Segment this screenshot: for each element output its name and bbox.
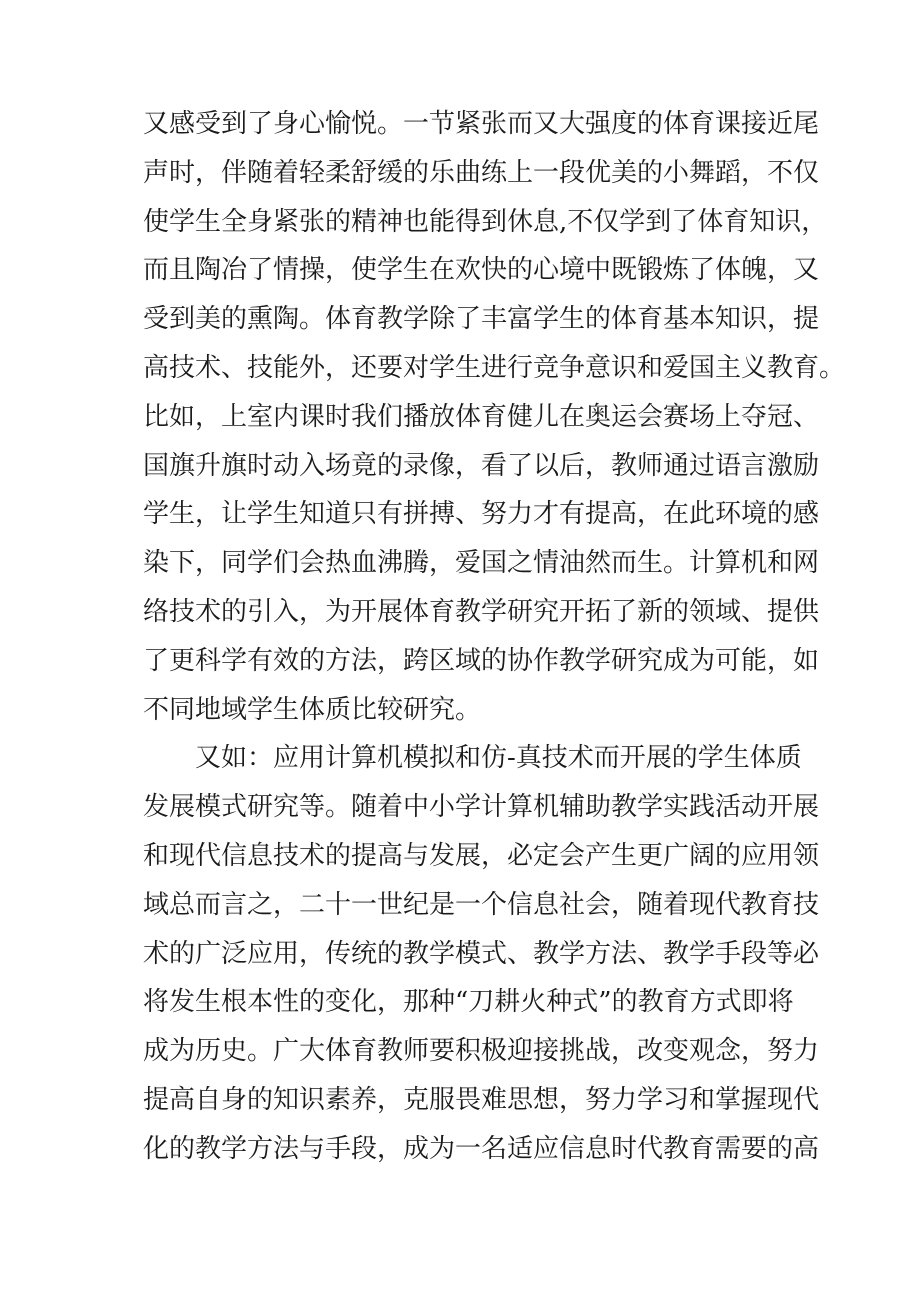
text-line: 成为历史。广大体育教师要积极迎接挑战，改变观念，努力	[143, 1036, 820, 1067]
text-line: 又如：应用计算机模拟和仿-真技术而开展的学生体质	[195, 743, 802, 774]
text-line: 发展模式研究等。随着中小学计算机辅助教学实践活动开展	[143, 792, 820, 823]
text-line: 国旗升旗时动入场竟的录像，看了以后，教师通过语言激励	[143, 450, 820, 481]
text-line: 而且陶冶了情操，使学生在欢快的心境中既锻炼了体魄，又	[143, 255, 820, 286]
paragraph-2	[143, 734, 820, 1173]
text-line: 将发生根本性的变化，那种“刀耕火种式”的教育方式即将	[143, 987, 794, 1018]
text-line: 声时，伴随着轻柔舒缓的乐曲练上一段优美的小舞蹈，不仅	[143, 157, 820, 188]
document-body	[143, 100, 846, 1174]
text-line: 染下，同学们会热血沸腾，爱国之情油然而生。计算机和网	[143, 548, 820, 579]
text-line: 使学生全身紧张的精神也能得到休息,不仅学到了体育知识，	[143, 206, 828, 237]
text-line: 比如，上室内课时我们播放体育健儿在奥运会赛场上夺冠、	[143, 401, 820, 432]
paragraph-1	[143, 100, 846, 734]
text-line: 了更科学有效的方法，跨区域的协作教学研究成为可能，如	[143, 645, 820, 676]
text-line: 化的教学方法与手段，成为一名适应信息时代教育需要的高	[143, 1133, 820, 1164]
text-line: 络技术的引入，为开展体育教学研究开拓了新的领域、提供	[143, 596, 820, 627]
text-line: 提高自身的知识素养，克服畏难思想，努力学习和掌握现代	[143, 1084, 820, 1115]
text-line: 和现代信息技术的提高与发展，必定会产生更广阔的应用领	[143, 840, 820, 871]
text-line: 学生，让学生知道只有拼搏、努力才有提高，在此环境的感	[143, 499, 820, 530]
text-line: 高技术、技能外，还要对学生进行竞争意识和爱国主义教育。	[143, 352, 846, 383]
text-line: 域总而言之，二十一世纪是一个信息社会，随着现代教育技	[143, 889, 820, 920]
text-line: 不同地域学生体质比较研究。	[143, 694, 482, 725]
text-line: 又感受到了身心愉悦。一节紧张而又大强度的体育课接近尾	[143, 109, 820, 139]
text-line: 术的广泛应用，传统的教学模式、教学方法、教学手段等必	[143, 938, 820, 969]
text-line: 受到美的熏陶。体育教学除了丰富学生的体育基本知识，提	[143, 304, 820, 335]
